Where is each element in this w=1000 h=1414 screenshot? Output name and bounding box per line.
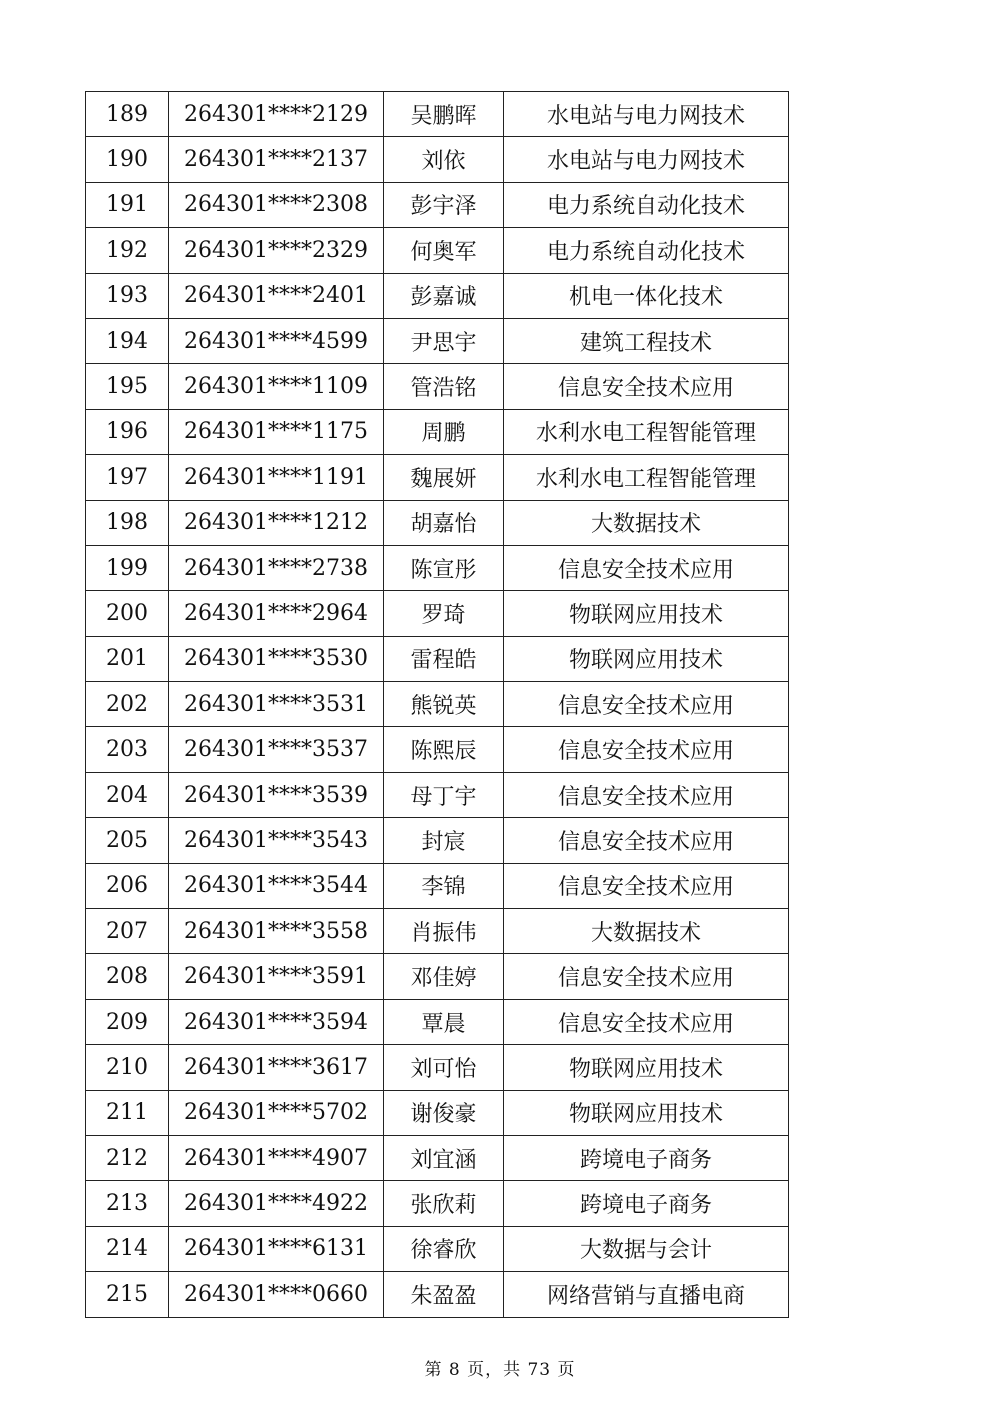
major-cell: 电力系统自动化技术: [504, 228, 789, 273]
id-number-cell: 264301****3530: [169, 636, 384, 681]
major-cell: 信息安全技术应用: [504, 954, 789, 999]
student-name-cell: 尹思宇: [384, 318, 504, 363]
major-cell: 信息安全技术应用: [504, 863, 789, 908]
major-cell: 信息安全技术应用: [504, 682, 789, 727]
seq-number-cell: 199: [86, 545, 169, 590]
table-row: [86, 455, 789, 500]
table-row: [86, 228, 789, 273]
id-number-cell: 264301****1175: [169, 409, 384, 454]
id-number-cell: 264301****3544: [169, 863, 384, 908]
id-number-cell: 264301****3591: [169, 954, 384, 999]
id-number-cell: 264301****3531: [169, 682, 384, 727]
id-number-cell: 264301****3617: [169, 1045, 384, 1090]
seq-number-cell: 207: [86, 909, 169, 954]
table-row: [86, 545, 789, 590]
student-name-cell: 彭嘉诚: [384, 273, 504, 318]
id-number-cell: 264301****5702: [169, 1090, 384, 1135]
table-row: [86, 591, 789, 636]
seq-number-cell: 201: [86, 636, 169, 681]
table-row: [86, 636, 789, 681]
seq-number-cell: 197: [86, 455, 169, 500]
roster-table-body: [86, 92, 789, 1318]
table-row: [86, 772, 789, 817]
table-row: [86, 1090, 789, 1135]
major-cell: 大数据技术: [504, 500, 789, 545]
table-row: [86, 318, 789, 363]
table-row: [86, 1135, 789, 1180]
seq-number-cell: 189: [86, 92, 169, 137]
major-cell: 信息安全技术应用: [504, 772, 789, 817]
major-cell: 水电站与电力网技术: [504, 137, 789, 182]
table-row: [86, 727, 789, 772]
id-number-cell: 264301****6131: [169, 1226, 384, 1271]
seq-number-cell: 194: [86, 318, 169, 363]
seq-number-cell: 211: [86, 1090, 169, 1135]
table-row: [86, 273, 789, 318]
seq-number-cell: 198: [86, 500, 169, 545]
major-cell: 水电站与电力网技术: [504, 92, 789, 137]
seq-number-cell: 215: [86, 1272, 169, 1317]
table-row: [86, 863, 789, 908]
student-name-cell: 刘宜涵: [384, 1135, 504, 1180]
table-row: [86, 1045, 789, 1090]
seq-number-cell: 203: [86, 727, 169, 772]
student-name-cell: 何奥军: [384, 228, 504, 273]
seq-number-cell: 195: [86, 364, 169, 409]
major-cell: 物联网应用技术: [504, 1045, 789, 1090]
seq-number-cell: 212: [86, 1135, 169, 1180]
seq-number-cell: 213: [86, 1181, 169, 1226]
id-number-cell: 264301****2129: [169, 92, 384, 137]
major-cell: 电力系统自动化技术: [504, 182, 789, 227]
student-name-cell: 覃晨: [384, 999, 504, 1044]
student-name-cell: 张欣莉: [384, 1181, 504, 1226]
student-name-cell: 李锦: [384, 863, 504, 908]
student-name-cell: 徐睿欣: [384, 1226, 504, 1271]
student-name-cell: 彭宇泽: [384, 182, 504, 227]
student-name-cell: 胡嘉怡: [384, 500, 504, 545]
major-cell: 物联网应用技术: [504, 1090, 789, 1135]
seq-number-cell: 200: [86, 591, 169, 636]
id-number-cell: 264301****4922: [169, 1181, 384, 1226]
student-name-cell: 邓佳婷: [384, 954, 504, 999]
student-name-cell: 管浩铭: [384, 364, 504, 409]
seq-number-cell: 208: [86, 954, 169, 999]
student-name-cell: 谢俊豪: [384, 1090, 504, 1135]
student-name-cell: 肖振伟: [384, 909, 504, 954]
roster-table: [85, 91, 789, 1318]
table-row: [86, 682, 789, 727]
id-number-cell: 264301****1212: [169, 500, 384, 545]
table-row: [86, 909, 789, 954]
id-number-cell: 264301****3543: [169, 818, 384, 863]
major-cell: 物联网应用技术: [504, 591, 789, 636]
major-cell: 大数据与会计: [504, 1226, 789, 1271]
seq-number-cell: 191: [86, 182, 169, 227]
major-cell: 跨境电子商务: [504, 1181, 789, 1226]
major-cell: 信息安全技术应用: [504, 545, 789, 590]
seq-number-cell: 193: [86, 273, 169, 318]
id-number-cell: 264301****2964: [169, 591, 384, 636]
id-number-cell: 264301****2329: [169, 228, 384, 273]
student-name-cell: 陈宣彤: [384, 545, 504, 590]
id-number-cell: 264301****2401: [169, 273, 384, 318]
id-number-cell: 264301****1109: [169, 364, 384, 409]
table-row: [86, 137, 789, 182]
id-number-cell: 264301****3594: [169, 999, 384, 1044]
page-number-footer: 第 8 页，共 73 页: [424, 1360, 576, 1380]
student-name-cell: 朱盈盈: [384, 1272, 504, 1317]
id-number-cell: 264301****0660: [169, 1272, 384, 1317]
id-number-cell: 264301****3537: [169, 727, 384, 772]
table-row: [86, 500, 789, 545]
major-cell: 信息安全技术应用: [504, 999, 789, 1044]
seq-number-cell: 214: [86, 1226, 169, 1271]
table-row: [86, 1272, 789, 1317]
student-name-cell: 陈熙辰: [384, 727, 504, 772]
id-number-cell: 264301****2308: [169, 182, 384, 227]
id-number-cell: 264301****4907: [169, 1135, 384, 1180]
table-row: [86, 364, 789, 409]
seq-number-cell: 196: [86, 409, 169, 454]
table-row: [86, 182, 789, 227]
major-cell: 水利水电工程智能管理: [504, 409, 789, 454]
major-cell: 信息安全技术应用: [504, 818, 789, 863]
id-number-cell: 264301****1191: [169, 455, 384, 500]
major-cell: 信息安全技术应用: [504, 364, 789, 409]
seq-number-cell: 205: [86, 818, 169, 863]
student-name-cell: 魏展妍: [384, 455, 504, 500]
table-row: [86, 92, 789, 137]
seq-number-cell: 209: [86, 999, 169, 1044]
student-name-cell: 母丁宇: [384, 772, 504, 817]
table-row: [86, 999, 789, 1044]
table-row: [86, 409, 789, 454]
seq-number-cell: 192: [86, 228, 169, 273]
seq-number-cell: 204: [86, 772, 169, 817]
id-number-cell: 264301****2738: [169, 545, 384, 590]
seq-number-cell: 206: [86, 863, 169, 908]
id-number-cell: 264301****2137: [169, 137, 384, 182]
student-name-cell: 刘依: [384, 137, 504, 182]
major-cell: 跨境电子商务: [504, 1135, 789, 1180]
student-name-cell: 刘可怡: [384, 1045, 504, 1090]
major-cell: 信息安全技术应用: [504, 727, 789, 772]
id-number-cell: 264301****3539: [169, 772, 384, 817]
student-name-cell: 雷程皓: [384, 636, 504, 681]
student-name-cell: 熊锐英: [384, 682, 504, 727]
id-number-cell: 264301****3558: [169, 909, 384, 954]
student-name-cell: 封宸: [384, 818, 504, 863]
id-number-cell: 264301****4599: [169, 318, 384, 363]
student-name-cell: 周鹏: [384, 409, 504, 454]
table-row: [86, 1181, 789, 1226]
major-cell: 大数据技术: [504, 909, 789, 954]
seq-number-cell: 202: [86, 682, 169, 727]
table-row: [86, 818, 789, 863]
table-row: [86, 1226, 789, 1271]
major-cell: 物联网应用技术: [504, 636, 789, 681]
student-name-cell: 吴鹏晖: [384, 92, 504, 137]
major-cell: 建筑工程技术: [504, 318, 789, 363]
major-cell: 网络营销与直播电商: [504, 1272, 789, 1317]
table-row: [86, 954, 789, 999]
major-cell: 机电一体化技术: [504, 273, 789, 318]
seq-number-cell: 190: [86, 137, 169, 182]
student-name-cell: 罗琦: [384, 591, 504, 636]
seq-number-cell: 210: [86, 1045, 169, 1090]
major-cell: 水利水电工程智能管理: [504, 455, 789, 500]
